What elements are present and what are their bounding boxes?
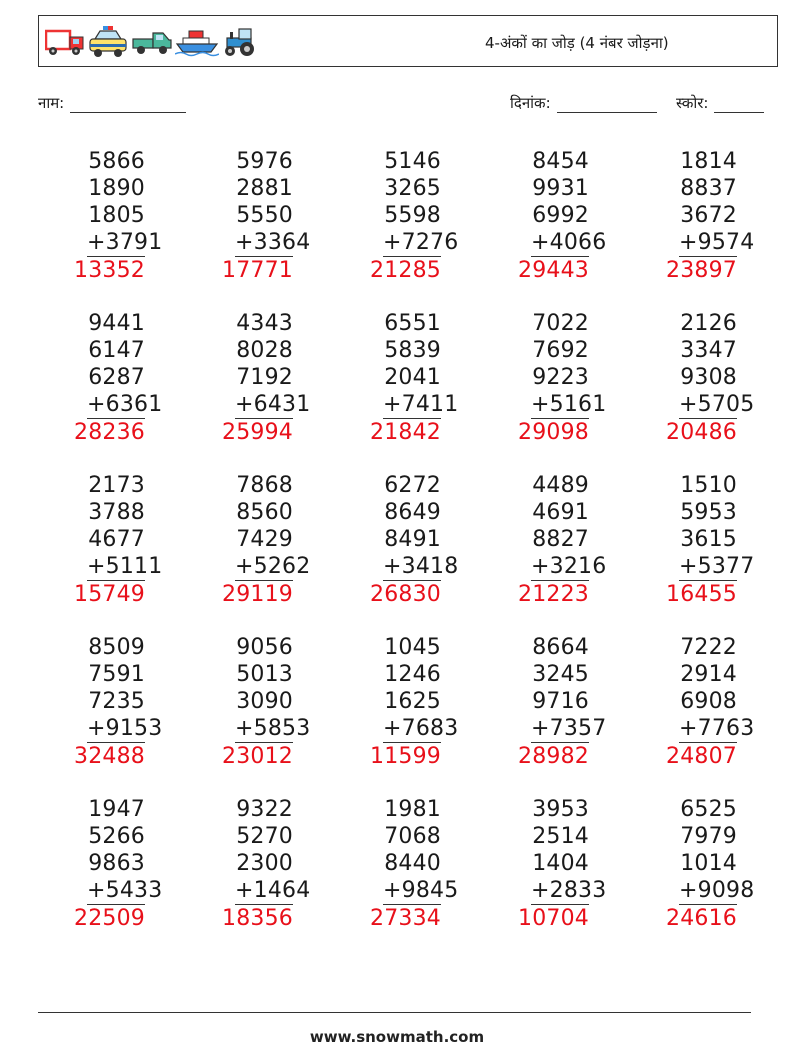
addend-with-plus: +5161 <box>531 392 607 417</box>
addend: 5146 <box>384 149 441 174</box>
addition-problem <box>163 796 311 932</box>
date-field <box>510 93 657 113</box>
tractor-icon <box>221 26 263 58</box>
answer-value: 28236 <box>74 420 145 445</box>
addition-problem <box>311 796 459 932</box>
addend: 1404 <box>532 851 589 876</box>
addend: 4343 <box>236 311 293 336</box>
addend: 7868 <box>236 473 293 498</box>
addend: 7222 <box>680 635 737 660</box>
addend: 7235 <box>88 689 145 714</box>
addend: 3615 <box>680 527 737 552</box>
addend-with-plus: +9574 <box>679 230 755 255</box>
addend: 2126 <box>680 311 737 336</box>
addend-with-plus: +7357 <box>531 716 607 741</box>
addition-problem <box>459 310 607 446</box>
header-box <box>38 15 778 67</box>
addend: 8827 <box>532 527 589 552</box>
addend: 7192 <box>236 365 293 390</box>
addend: 1246 <box>384 662 441 687</box>
answer-value: 20486 <box>666 420 737 445</box>
addend: 2041 <box>384 365 441 390</box>
addend: 2300 <box>236 851 293 876</box>
addition-problem <box>15 634 163 770</box>
addend: 8509 <box>88 635 145 660</box>
addition-problem <box>459 796 607 932</box>
date-blank <box>557 98 657 113</box>
addend-with-plus: +1464 <box>235 878 311 903</box>
addend: 5598 <box>384 203 441 228</box>
addend-with-plus: +4066 <box>531 230 607 255</box>
addend: 9441 <box>88 311 145 336</box>
addition-problem <box>311 472 459 608</box>
answer-value: 29443 <box>518 258 589 283</box>
answer-value: 28982 <box>518 744 589 769</box>
addition-problem <box>163 310 311 446</box>
addend: 1510 <box>680 473 737 498</box>
addend: 6551 <box>384 311 441 336</box>
name-field <box>38 93 186 113</box>
addend: 1625 <box>384 689 441 714</box>
answer-value: 32488 <box>74 744 145 769</box>
addition-problem <box>607 634 755 770</box>
addend: 9056 <box>236 635 293 660</box>
addend: 8440 <box>384 851 441 876</box>
addend: 9223 <box>532 365 589 390</box>
addend: 6908 <box>680 689 737 714</box>
addend-with-plus: +7276 <box>383 230 459 255</box>
addend: 9716 <box>532 689 589 714</box>
addend: 5270 <box>236 824 293 849</box>
addend: 7022 <box>532 311 589 336</box>
addition-problem <box>15 148 163 284</box>
addition-problem <box>607 310 755 446</box>
addition-problem <box>607 472 755 608</box>
addend: 7068 <box>384 824 441 849</box>
addend: 9322 <box>236 797 293 822</box>
answer-value: 16455 <box>666 582 737 607</box>
answer-value: 15749 <box>74 582 145 607</box>
addend: 2173 <box>88 473 145 498</box>
police-car-icon <box>87 25 129 59</box>
addend: 4677 <box>88 527 145 552</box>
addend-with-plus: +9098 <box>679 878 755 903</box>
answer-value: 23897 <box>666 258 737 283</box>
addition-problem <box>163 634 311 770</box>
addition-problem <box>15 310 163 446</box>
answer-value: 21223 <box>518 582 589 607</box>
answer-value: 29098 <box>518 420 589 445</box>
addend-with-plus: +5433 <box>87 878 163 903</box>
answer-value: 21285 <box>370 258 441 283</box>
answer-value: 26830 <box>370 582 441 607</box>
addend: 6147 <box>88 338 145 363</box>
addend-with-plus: +5705 <box>679 392 755 417</box>
answer-value: 22509 <box>74 906 145 931</box>
footer-divider <box>38 1012 751 1013</box>
addition-problem <box>163 148 311 284</box>
name-blank <box>70 98 186 113</box>
addend-with-plus: +2833 <box>531 878 607 903</box>
score-label: स्कोर: <box>676 94 709 112</box>
addend: 1045 <box>384 635 441 660</box>
name-label: नाम: <box>38 94 65 112</box>
addend: 3245 <box>532 662 589 687</box>
addend: 3090 <box>236 689 293 714</box>
addend: 9308 <box>680 365 737 390</box>
answer-value: 17771 <box>222 258 293 283</box>
addend: 5866 <box>88 149 145 174</box>
addition-problem <box>163 472 311 608</box>
addend: 7591 <box>88 662 145 687</box>
addend: 3347 <box>680 338 737 363</box>
worksheet-title: 4-अंकों का जोड़ (4 नंबर जोड़ना) <box>485 34 669 52</box>
addend: 2514 <box>532 824 589 849</box>
addend: 8560 <box>236 500 293 525</box>
addend: 7979 <box>680 824 737 849</box>
addend-with-plus: +6431 <box>235 392 311 417</box>
addition-problem <box>311 634 459 770</box>
addend: 1814 <box>680 149 737 174</box>
addend-with-plus: +9153 <box>87 716 163 741</box>
addend: 1805 <box>88 203 145 228</box>
answer-value: 27334 <box>370 906 441 931</box>
addend: 5266 <box>88 824 145 849</box>
addend: 5550 <box>236 203 293 228</box>
answer-value: 11599 <box>370 744 441 769</box>
truck-icon <box>45 27 85 57</box>
addend: 4691 <box>532 500 589 525</box>
addend: 3672 <box>680 203 737 228</box>
ship-icon <box>175 27 219 57</box>
addend: 1947 <box>88 797 145 822</box>
addend: 6992 <box>532 203 589 228</box>
addend-with-plus: +5111 <box>87 554 163 579</box>
addend-with-plus: +7411 <box>383 392 459 417</box>
addend: 1014 <box>680 851 737 876</box>
addend: 5839 <box>384 338 441 363</box>
addend-with-plus: +5853 <box>235 716 311 741</box>
addend: 5976 <box>236 149 293 174</box>
date-label: दिनांक: <box>510 94 551 112</box>
addend: 1981 <box>384 797 441 822</box>
addend: 8837 <box>680 176 737 201</box>
answer-value: 21842 <box>370 420 441 445</box>
addend: 6272 <box>384 473 441 498</box>
addition-problem <box>15 472 163 608</box>
addend-with-plus: +3364 <box>235 230 311 255</box>
footer-website: www.snowmath.com <box>309 1028 485 1046</box>
addend: 3953 <box>532 797 589 822</box>
addend: 4489 <box>532 473 589 498</box>
score-blank <box>714 98 764 113</box>
addend: 2881 <box>236 176 293 201</box>
addition-problem <box>459 472 607 608</box>
addend: 6525 <box>680 797 737 822</box>
addend-with-plus: +7763 <box>679 716 755 741</box>
addition-problem <box>15 796 163 932</box>
addition-problem <box>607 148 755 284</box>
addend-with-plus: +3216 <box>531 554 607 579</box>
addend-with-plus: +6361 <box>87 392 163 417</box>
addend: 8649 <box>384 500 441 525</box>
addend: 3265 <box>384 176 441 201</box>
answer-value: 18356 <box>222 906 293 931</box>
pickup-truck-icon <box>131 27 173 57</box>
addend-with-plus: +9845 <box>383 878 459 903</box>
answer-value: 24807 <box>666 744 737 769</box>
addend: 3788 <box>88 500 145 525</box>
score-field <box>676 93 764 113</box>
addition-problem <box>311 310 459 446</box>
addend: 6287 <box>88 365 145 390</box>
addend: 5953 <box>680 500 737 525</box>
answer-value: 10704 <box>518 906 589 931</box>
addition-problem <box>311 148 459 284</box>
addend-with-plus: +5377 <box>679 554 755 579</box>
addend: 9931 <box>532 176 589 201</box>
addend: 5013 <box>236 662 293 687</box>
addition-problem <box>607 796 755 932</box>
addend: 8454 <box>532 149 589 174</box>
addend-with-plus: +5262 <box>235 554 311 579</box>
addend: 8028 <box>236 338 293 363</box>
addend: 1890 <box>88 176 145 201</box>
answer-value: 23012 <box>222 744 293 769</box>
addend: 2914 <box>680 662 737 687</box>
addition-problem <box>459 148 607 284</box>
addend: 8664 <box>532 635 589 660</box>
addend: 8491 <box>384 527 441 552</box>
addend: 9863 <box>88 851 145 876</box>
addend-with-plus: +3791 <box>87 230 163 255</box>
answer-value: 24616 <box>666 906 737 931</box>
answer-value: 13352 <box>74 258 145 283</box>
addend: 7692 <box>532 338 589 363</box>
addend: 7429 <box>236 527 293 552</box>
vehicle-icons <box>45 24 263 60</box>
answer-value: 29119 <box>222 582 293 607</box>
addend-with-plus: +3418 <box>383 554 459 579</box>
addend-with-plus: +7683 <box>383 716 459 741</box>
answer-value: 25994 <box>222 420 293 445</box>
addition-problem <box>459 634 607 770</box>
